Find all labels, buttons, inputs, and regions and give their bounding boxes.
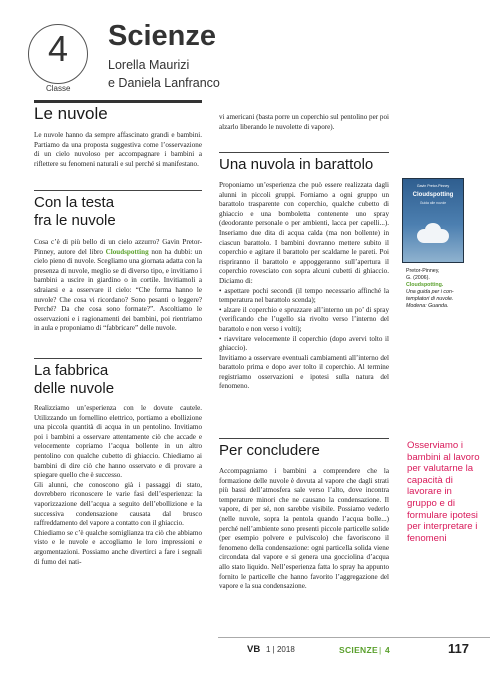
section-rule-2	[34, 358, 202, 359]
caption-description: Una guida per i con-templatori di nuvole. Modena: Guanda.	[406, 289, 454, 309]
class-label: Classe	[46, 84, 71, 93]
book-cover-title: Cloudspotting	[412, 192, 454, 198]
footer-brand: VB	[247, 644, 261, 655]
class-badge	[28, 24, 88, 84]
section-title: Scienze	[108, 20, 216, 52]
footer-rule	[218, 637, 490, 638]
book-caption	[406, 268, 470, 310]
footer-issue: 1 | 2018	[266, 645, 295, 654]
section3-paragraph-2: Invitiamo a osservare eventuali cambiamenti all’interno del barattolo prima e dopo aver tolto il coperchio. Al termine registriamo osservazioni e ipotesi sulla natura del fenomeno.	[219, 353, 389, 391]
section1-text	[34, 238, 202, 334]
class-number: 4	[47, 28, 69, 69]
intro-paragraph: Le nuvole hanno da sempre affascinato grandi e bambini. Partiamo da una proposta suggestiva come l’osservazione di un cielo nuvoloso per accompagnare i bambini a riflettere su fenomeni naturali e sul perché si manifestano.	[34, 131, 202, 168]
footer-section: SCIENZE	[339, 645, 378, 655]
section-rule-1	[34, 190, 202, 191]
author-line-1: Lorella Maurizi	[108, 58, 190, 72]
section-rule-3	[219, 152, 389, 153]
caption-author: Pretor-Pinney,	[406, 268, 440, 274]
section1-text-a: Cosa c’è di più bello di un cielo azzurro? Gavin Pretor-Pinney, autore del libro	[34, 238, 202, 256]
section4-title: Per concludere	[219, 442, 320, 459]
section3-bullet-1: • aspettare pochi secondi (il tempo necessario affinché la temperatura nel barattolo scenda);	[219, 286, 389, 305]
section3-paragraph-1: Proponiamo un’esperienza che può essere realizzata dagli alunni in piccoli gruppi. Forniamo a ogni gruppo un barattolo trasparente con coperchio, qualche cubetto di ghiaccio e una bomboletta contenente uno spray (deodorante personale o per ambienti, lacca per capelli...). Inseriamo due dita di acqua calda (ma non bollente) in ciascun barattolo. I bambini dovranno mettere subito il coperchio e agitare il barattolo per scaldarne le pareti. Poi rispriranno il barattolo e appoggeranno sull’apertura il coperchio rovesciato con sopra alcuni cubetti di ghiaccio. Diciamo di:	[219, 181, 389, 285]
cloud-icon-puff	[425, 223, 441, 237]
continuation-text	[219, 113, 389, 132]
footer-section-number: 4	[385, 645, 390, 655]
continuation-paragraph: vi americani (basta porre un coperchio sul pentolino per poi alzarlo liberando le nuvolette di vapore).	[219, 113, 389, 131]
section3-bullet-2: • alzare il coperchio e spruzzare all’interno un po’ di spray (verificando che l’ugello sia rivolto verso l’interno del barattolo e non verso i volti);	[219, 305, 389, 333]
book-cover	[402, 178, 464, 263]
section1-text-b: non ha dubbi: un cielo pieno di nuvole. Scegliamo una giornata adatta con la presenza di nuvole, meglio se di diverso tipo, e invitiamo i bambini a uscire in giardino o in cortile. Invitiamoli a sdraiarsi e a osservare il cielo: “Che forma hanno le nuvole? Che cosa vi ricordano? Sono pesanti o leggere? Perché? Da che cosa sono formate?”. Ascoltiamo le osservazioni e i ragionamenti dei bambini, poi rientriamo in aula e proponiamo di “fabbricare” delle nuvole.	[34, 247, 203, 333]
title-rule	[34, 100, 202, 103]
section1-title-1: Con la testa	[34, 194, 115, 211]
caption-year: G. (2006).	[406, 275, 430, 281]
footer-separator: |	[379, 645, 382, 655]
section2-paragraph-2: Gli alunni, che conoscono già i passaggi di stato, dovrebbero riconoscere le varie fasi dell’esperienza: la vaporizzazione dell’acqua a seguito dell’ebollizione e la successiva condensazione causata dal brusco raffreddamento del vapore a contatto con il ghiaccio.	[34, 480, 202, 528]
main-title: Le nuvole	[34, 104, 108, 123]
section-rule-4	[219, 438, 389, 439]
section2-text	[34, 404, 202, 567]
section2-title-2: delle nuvole	[34, 380, 115, 397]
book-cover-author: Gavin Pretor-Pinney	[416, 184, 450, 188]
section3-text	[219, 181, 389, 392]
section1-paragraph	[34, 238, 202, 334]
section3-bullet-3: • riavvitare velocemente il coperchio (dopo avervi tolto il ghiaccio).	[219, 334, 389, 353]
section4-paragraph: Accompagniamo i bambini a comprendere che la formazione delle nuvole è dovuta al vapore che dagli strati più bassi dell’atmosfera sale verso l’alto, dove incontra temperature minori che ne causano la condensazione. Il vapore, di per sé, non sarebbe visibile. Possiamo vederlo (nelle nuvole, sopra la pentola quando l’acqua bolle...) perché nell’ambiente sono presenti piccole particelle solide (per esempio polvere e pulviscolo) che favoriscono il fenomeno della condensazione: ogni particella solida viene circondata dal vapore e si genera una gocciolina d’acqua allo stato liquido. Nell’esperienza fatta lo spray ha appunto fornito le particelle che hanno favorito l’aggregazione del vapore e la sua condensazione.	[219, 467, 389, 591]
section1-title-2: fra le nuvole	[34, 212, 116, 229]
section2-paragraph-3: Chiediamo se c’è qualche somiglianza tra ciò che abbiamo visto e le nuvole e accogliamo le loro impressioni e argomentazioni. Possiamo anche divertirci a fare i segnali di fumo dei nati-	[34, 528, 202, 566]
author-line-2: e Daniela Lanfranco	[108, 76, 220, 90]
section2-paragraph-1: Realizziamo un’esperienza con le dovute cautele. Utilizzando un fornellino elettrico, portiamo a ebollizione una piccola quantità di acqua in un pentolino. Invitiamo poi i bambini a osservare attentamente ciò che accade e velocemente copriamo l’acqua bollente in un altro pentolino con qualche cubetto di ghiaccio. Chiediamo ai bambini di dire ciò che hanno osservato e di provare a spiegare quello che è successo.	[34, 404, 202, 480]
book-title-link: Cloudspotting	[105, 247, 149, 256]
caption-title: Cloudspotting.	[406, 282, 444, 288]
intro-text	[34, 131, 202, 169]
section2-title-1: La fabbrica	[34, 362, 109, 379]
page-number: 117	[448, 641, 469, 656]
section4-text	[219, 467, 389, 592]
pull-quote: Osserviamo i bambini al lavoro per valutarne la capacità di lavorare in gruppo e di formulare ipotesi per interpretare i fenomeni	[407, 440, 480, 544]
section3-title: Una nuvola in barattolo	[219, 156, 374, 173]
book-cover-subtitle: Guida alle nuvole	[419, 201, 447, 205]
